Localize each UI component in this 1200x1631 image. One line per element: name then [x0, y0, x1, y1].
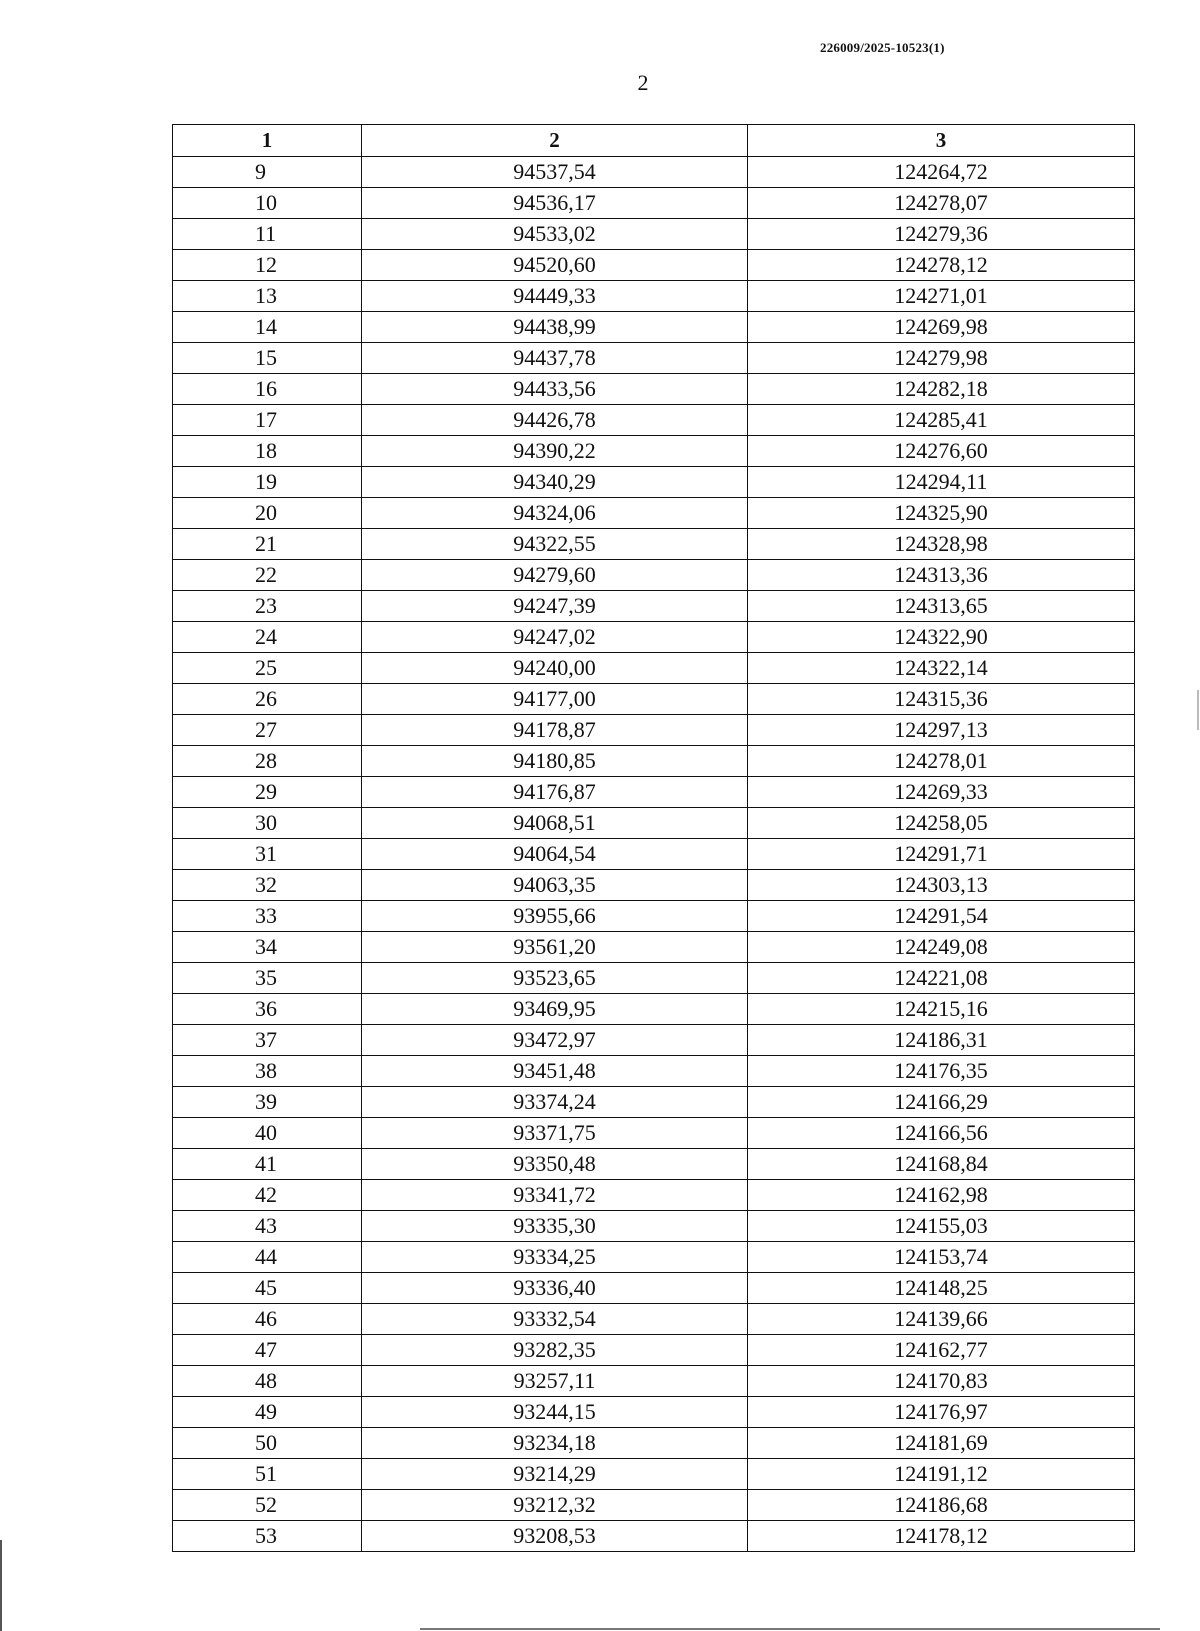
- point-number-cell: 37: [173, 1025, 362, 1056]
- point-number-cell: 50: [173, 1428, 362, 1459]
- coordinate-y-cell: 124191,12: [748, 1459, 1135, 1490]
- coordinate-y-cell: 124271,01: [748, 281, 1135, 312]
- table-row: [173, 1025, 1135, 1056]
- coordinate-y-cell: 124322,90: [748, 622, 1135, 653]
- coordinate-x-cell: 94340,29: [362, 467, 748, 498]
- column-header-3: 3: [748, 125, 1135, 157]
- coordinate-y-cell: 124315,36: [748, 684, 1135, 715]
- point-number-cell: 46: [173, 1304, 362, 1335]
- coordinate-x-cell: 94247,02: [362, 622, 748, 653]
- coordinate-y-cell: 124168,84: [748, 1149, 1135, 1180]
- table-row: [173, 994, 1135, 1025]
- coordinate-x-cell: 94176,87: [362, 777, 748, 808]
- coordinate-y-cell: 124139,66: [748, 1304, 1135, 1335]
- coordinate-y-cell: 124162,98: [748, 1180, 1135, 1211]
- table-row: [173, 715, 1135, 746]
- page-number: 2: [637, 70, 649, 95]
- point-number-cell: 10: [173, 188, 362, 219]
- coordinate-y-cell: 124264,72: [748, 157, 1135, 188]
- column-header-1: 1: [173, 125, 362, 157]
- coordinate-y-cell: 124278,07: [748, 188, 1135, 219]
- coordinate-y-cell: 124297,13: [748, 715, 1135, 746]
- table-row: [173, 560, 1135, 591]
- point-number-cell: 42: [173, 1180, 362, 1211]
- coordinate-y-cell: 124249,08: [748, 932, 1135, 963]
- point-number-cell: 41: [173, 1149, 362, 1180]
- coordinate-x-cell: 94390,22: [362, 436, 748, 467]
- point-number-cell: 28: [173, 746, 362, 777]
- table-row: [173, 1149, 1135, 1180]
- coordinate-y-cell: 124166,29: [748, 1087, 1135, 1118]
- coordinate-x-cell: 93523,65: [362, 963, 748, 994]
- table-row: [173, 1490, 1135, 1521]
- coordinate-x-cell: 93350,48: [362, 1149, 748, 1180]
- coordinate-x-cell: 94537,54: [362, 157, 748, 188]
- point-number-cell: 51: [173, 1459, 362, 1490]
- point-number-cell: 17: [173, 405, 362, 436]
- table-row: [173, 312, 1135, 343]
- table-row: [173, 405, 1135, 436]
- table-row: [173, 157, 1135, 188]
- coordinate-y-cell: 124313,65: [748, 591, 1135, 622]
- point-number-cell: 40: [173, 1118, 362, 1149]
- coordinate-y-cell: 124269,98: [748, 312, 1135, 343]
- coordinate-y-cell: 124278,01: [748, 746, 1135, 777]
- table-row: [173, 498, 1135, 529]
- point-number-cell: 48: [173, 1366, 362, 1397]
- coordinate-y-cell: 124148,25: [748, 1273, 1135, 1304]
- column-header-2: 2: [362, 125, 748, 157]
- coordinate-y-cell: 124176,97: [748, 1397, 1135, 1428]
- coordinate-y-cell: 124282,18: [748, 374, 1135, 405]
- table-row: [173, 622, 1135, 653]
- coordinate-x-cell: 94063,35: [362, 870, 748, 901]
- coordinate-x-cell: 94240,00: [362, 653, 748, 684]
- point-number-cell: 14: [173, 312, 362, 343]
- table-row: [173, 653, 1135, 684]
- coordinate-y-cell: 124291,54: [748, 901, 1135, 932]
- point-number-cell: 9: [173, 157, 362, 188]
- coordinate-x-cell: 93341,72: [362, 1180, 748, 1211]
- point-number-cell: 43: [173, 1211, 362, 1242]
- table-row: [173, 963, 1135, 994]
- point-number-cell: 24: [173, 622, 362, 653]
- point-number-cell: 47: [173, 1335, 362, 1366]
- coordinate-x-cell: 93451,48: [362, 1056, 748, 1087]
- coordinate-x-cell: 93374,24: [362, 1087, 748, 1118]
- coordinate-x-cell: 94177,00: [362, 684, 748, 715]
- document-reference: 226009/2025-10523(1): [820, 40, 945, 55]
- coordinate-y-cell: 124276,60: [748, 436, 1135, 467]
- coordinate-x-cell: 94178,87: [362, 715, 748, 746]
- point-number-cell: 21: [173, 529, 362, 560]
- coordinate-x-cell: 94064,54: [362, 839, 748, 870]
- table-row: [173, 436, 1135, 467]
- point-number-cell: 29: [173, 777, 362, 808]
- point-number-cell: 39: [173, 1087, 362, 1118]
- table-row: [173, 1118, 1135, 1149]
- point-number-cell: 49: [173, 1397, 362, 1428]
- coordinate-y-cell: 124303,13: [748, 870, 1135, 901]
- coordinate-y-cell: 124279,36: [748, 219, 1135, 250]
- point-number-cell: 36: [173, 994, 362, 1025]
- point-number-cell: 34: [173, 932, 362, 963]
- point-number-cell: 30: [173, 808, 362, 839]
- table-row: [173, 932, 1135, 963]
- coordinate-y-cell: 124186,31: [748, 1025, 1135, 1056]
- coordinate-x-cell: 94426,78: [362, 405, 748, 436]
- table-row: [173, 808, 1135, 839]
- table-row: [173, 591, 1135, 622]
- point-number-cell: 32: [173, 870, 362, 901]
- point-number-cell: 52: [173, 1490, 362, 1521]
- point-number-cell: 23: [173, 591, 362, 622]
- point-number-cell: 53: [173, 1521, 362, 1552]
- table-row: [173, 1397, 1135, 1428]
- coordinate-y-cell: 124285,41: [748, 405, 1135, 436]
- table-body: [173, 157, 1135, 1552]
- coordinate-x-cell: 93214,29: [362, 1459, 748, 1490]
- coordinate-y-cell: 124153,74: [748, 1242, 1135, 1273]
- point-number-cell: 45: [173, 1273, 362, 1304]
- coordinates-table: [172, 124, 1135, 1552]
- scan-edge-bottom: [420, 1628, 1160, 1630]
- coordinate-x-cell: 93212,32: [362, 1490, 748, 1521]
- table-row: [173, 901, 1135, 932]
- table-row: [173, 250, 1135, 281]
- table-row: [173, 1428, 1135, 1459]
- point-number-cell: 19: [173, 467, 362, 498]
- table-row: [173, 1521, 1135, 1552]
- coordinate-y-cell: 124325,90: [748, 498, 1135, 529]
- point-number-cell: 44: [173, 1242, 362, 1273]
- coordinate-x-cell: 94449,33: [362, 281, 748, 312]
- coordinate-x-cell: 93208,53: [362, 1521, 748, 1552]
- coordinate-x-cell: 93332,54: [362, 1304, 748, 1335]
- table-row: [173, 870, 1135, 901]
- table-row: [173, 1056, 1135, 1087]
- coordinate-y-cell: 124162,77: [748, 1335, 1135, 1366]
- coordinate-x-cell: 94536,17: [362, 188, 748, 219]
- table-row: [173, 529, 1135, 560]
- point-number-cell: 31: [173, 839, 362, 870]
- coordinate-x-cell: 94520,60: [362, 250, 748, 281]
- point-number-cell: 15: [173, 343, 362, 374]
- point-number-cell: 22: [173, 560, 362, 591]
- coordinate-x-cell: 94324,06: [362, 498, 748, 529]
- coordinate-x-cell: 94322,55: [362, 529, 748, 560]
- coordinate-y-cell: 124278,12: [748, 250, 1135, 281]
- table-row: [173, 1087, 1135, 1118]
- coordinate-y-cell: 124181,69: [748, 1428, 1135, 1459]
- point-number-cell: 26: [173, 684, 362, 715]
- table-row: [173, 467, 1135, 498]
- coordinate-y-cell: 124186,68: [748, 1490, 1135, 1521]
- coordinate-x-cell: 93371,75: [362, 1118, 748, 1149]
- table-row: [173, 1211, 1135, 1242]
- coordinate-x-cell: 93244,15: [362, 1397, 748, 1428]
- table-row: [173, 374, 1135, 405]
- table-header-row: [173, 125, 1135, 157]
- table-row: [173, 746, 1135, 777]
- coordinate-x-cell: 93472,97: [362, 1025, 748, 1056]
- coordinate-x-cell: 93336,40: [362, 1273, 748, 1304]
- coordinate-x-cell: 94533,02: [362, 219, 748, 250]
- table-row: [173, 188, 1135, 219]
- coordinate-x-cell: 93234,18: [362, 1428, 748, 1459]
- coordinate-x-cell: 93469,95: [362, 994, 748, 1025]
- coordinate-y-cell: 124215,16: [748, 994, 1135, 1025]
- scan-edge-right: [1197, 690, 1199, 730]
- coordinate-y-cell: 124221,08: [748, 963, 1135, 994]
- coordinate-y-cell: 124178,12: [748, 1521, 1135, 1552]
- coordinate-x-cell: 94180,85: [362, 746, 748, 777]
- coordinate-x-cell: 93334,25: [362, 1242, 748, 1273]
- coordinate-y-cell: 124328,98: [748, 529, 1135, 560]
- table-row: [173, 1242, 1135, 1273]
- coordinate-x-cell: 93335,30: [362, 1211, 748, 1242]
- table-row: [173, 343, 1135, 374]
- point-number-cell: 35: [173, 963, 362, 994]
- table-row: [173, 281, 1135, 312]
- table-row: [173, 1366, 1135, 1397]
- point-number-cell: 25: [173, 653, 362, 684]
- table-row: [173, 1335, 1135, 1366]
- coordinate-y-cell: 124166,56: [748, 1118, 1135, 1149]
- coordinate-y-cell: 124170,83: [748, 1366, 1135, 1397]
- point-number-cell: 33: [173, 901, 362, 932]
- coordinate-x-cell: 93257,11: [362, 1366, 748, 1397]
- point-number-cell: 16: [173, 374, 362, 405]
- coordinate-y-cell: 124176,35: [748, 1056, 1135, 1087]
- coordinate-x-cell: 94438,99: [362, 312, 748, 343]
- coordinate-x-cell: 93955,66: [362, 901, 748, 932]
- table-row: [173, 1180, 1135, 1211]
- point-number-cell: 12: [173, 250, 362, 281]
- point-number-cell: 18: [173, 436, 362, 467]
- point-number-cell: 20: [173, 498, 362, 529]
- coordinate-y-cell: 124294,11: [748, 467, 1135, 498]
- table-row: [173, 839, 1135, 870]
- coordinate-x-cell: 93282,35: [362, 1335, 748, 1366]
- point-number-cell: 27: [173, 715, 362, 746]
- table-row: [173, 777, 1135, 808]
- point-number-cell: 38: [173, 1056, 362, 1087]
- coordinate-x-cell: 94437,78: [362, 343, 748, 374]
- table-row: [173, 684, 1135, 715]
- coordinate-x-cell: 94068,51: [362, 808, 748, 839]
- coordinate-x-cell: 94247,39: [362, 591, 748, 622]
- coordinate-y-cell: 124322,14: [748, 653, 1135, 684]
- point-number-cell: 11: [173, 219, 362, 250]
- coordinate-x-cell: 94433,56: [362, 374, 748, 405]
- table-row: [173, 1273, 1135, 1304]
- coordinate-y-cell: 124155,03: [748, 1211, 1135, 1242]
- table-row: [173, 1304, 1135, 1335]
- point-number-cell: 13: [173, 281, 362, 312]
- coordinate-y-cell: 124269,33: [748, 777, 1135, 808]
- coordinate-x-cell: 93561,20: [362, 932, 748, 963]
- table-row: [173, 219, 1135, 250]
- coordinate-x-cell: 94279,60: [362, 560, 748, 591]
- coordinate-y-cell: 124291,71: [748, 839, 1135, 870]
- table-row: [173, 1459, 1135, 1490]
- scan-edge-left: [0, 1540, 2, 1631]
- coordinate-y-cell: 124313,36: [748, 560, 1135, 591]
- coordinate-y-cell: 124258,05: [748, 808, 1135, 839]
- coordinate-y-cell: 124279,98: [748, 343, 1135, 374]
